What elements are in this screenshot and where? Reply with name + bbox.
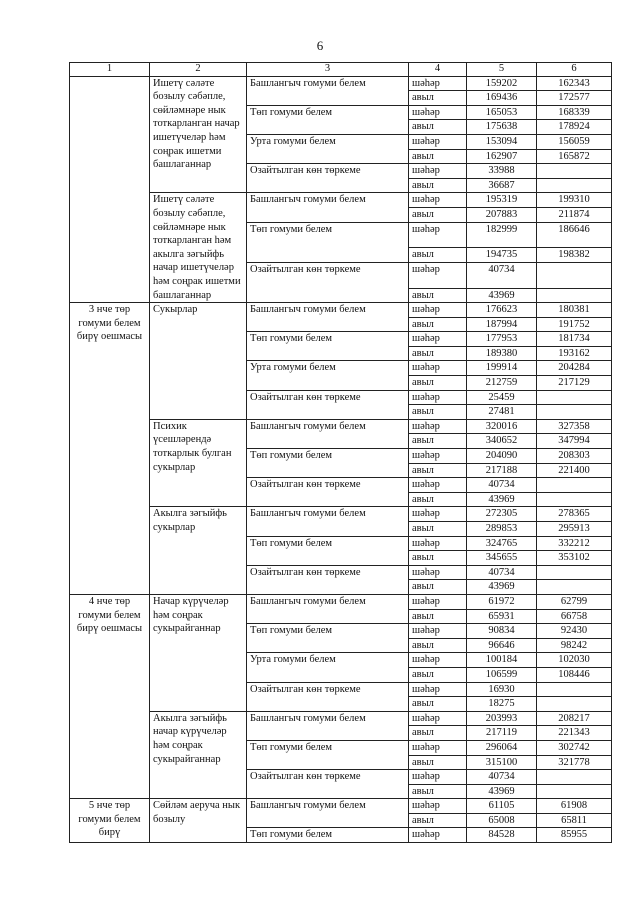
funding-table [69, 62, 612, 843]
institution-type-cell: 5 нче төр гомуми белем бирү [70, 799, 150, 843]
institution-type-cell [70, 76, 150, 303]
table-row [70, 419, 612, 434]
settlement-cell: авыл [409, 346, 467, 361]
page-number: 6 [316, 38, 324, 53]
settlement-cell: шәһәр [409, 624, 467, 639]
student-category-cell: Начар күрүчеләр һәм соңрак сукырайганнар [150, 594, 247, 711]
education-level-cell: Урта гомуми белем [247, 653, 409, 682]
amount-cell: 16930 [467, 682, 537, 697]
settlement-cell: авыл [409, 434, 467, 449]
amount-next-cell: 62799 [537, 594, 612, 609]
amount-next-cell: 191752 [537, 317, 612, 332]
education-level-cell: Төп гомуми белем [247, 740, 409, 769]
settlement-cell: шәһәр [409, 449, 467, 464]
amount-next-cell: 66758 [537, 609, 612, 624]
student-category-cell: Сукырлар [150, 303, 247, 420]
education-level-cell: Озайтылган көн төркеме [247, 770, 409, 799]
table-row [70, 799, 612, 814]
institution-type-cell: 3 нче төр гомуми белем бирү оешмасы [70, 303, 150, 595]
settlement-cell: авыл [409, 91, 467, 106]
education-level-cell: Озайтылган көн төркеме [247, 565, 409, 594]
settlement-cell: шәһәр [409, 361, 467, 376]
amount-next-cell: 85955 [537, 828, 612, 843]
amount-cell: 217119 [467, 726, 537, 741]
header-col-4: 4 [409, 63, 467, 77]
education-level-cell: Төп гомуми белем [247, 332, 409, 361]
header-col-6: 6 [537, 63, 612, 77]
amount-next-cell: 208217 [537, 711, 612, 726]
education-level-cell: Урта гомуми белем [247, 134, 409, 163]
settlement-cell: шәһәр [409, 222, 467, 248]
education-level-cell: Башлангыч гомуми белем [247, 507, 409, 536]
amount-cell: 43969 [467, 288, 537, 303]
amount-next-cell: 278365 [537, 507, 612, 522]
amount-next-cell: 181734 [537, 332, 612, 347]
amount-next-cell: 221400 [537, 463, 612, 478]
amount-next-cell [537, 478, 612, 493]
amount-next-cell [537, 164, 612, 179]
settlement-cell: шәһәр [409, 594, 467, 609]
amount-next-cell: 172577 [537, 91, 612, 106]
amount-cell: 61972 [467, 594, 537, 609]
amount-next-cell: 353102 [537, 551, 612, 566]
amount-cell: 61105 [467, 799, 537, 814]
amount-next-cell: 108446 [537, 667, 612, 682]
settlement-cell: авыл [409, 726, 467, 741]
table-row [70, 711, 612, 726]
amount-cell: 177953 [467, 332, 537, 347]
amount-next-cell: 199310 [537, 193, 612, 208]
amount-next-cell [537, 682, 612, 697]
settlement-cell: шәһәр [409, 332, 467, 347]
settlement-cell: авыл [409, 609, 467, 624]
amount-next-cell [537, 697, 612, 712]
table-row [70, 76, 612, 91]
settlement-cell: шәһәр [409, 478, 467, 493]
table-row [70, 507, 612, 522]
education-level-cell: Урта гомуми белем [247, 361, 409, 390]
amount-cell: 189380 [467, 346, 537, 361]
amount-next-cell: 61908 [537, 799, 612, 814]
amount-next-cell [537, 178, 612, 193]
amount-next-cell [537, 390, 612, 405]
amount-cell: 40734 [467, 770, 537, 785]
amount-cell: 162907 [467, 149, 537, 164]
student-category-cell: Акылга зәгыйфь начар күрүчеләр һәм соңрак сукырайганнар [150, 711, 247, 799]
amount-next-cell: 204284 [537, 361, 612, 376]
amount-next-cell: 217129 [537, 376, 612, 391]
amount-next-cell: 302742 [537, 740, 612, 755]
settlement-cell: авыл [409, 551, 467, 566]
amount-cell: 43969 [467, 784, 537, 799]
education-level-cell: Башлангыч гомуми белем [247, 76, 409, 105]
amount-next-cell: 221343 [537, 726, 612, 741]
education-level-cell: Озайтылган көн төркеме [247, 390, 409, 419]
amount-next-cell: 178924 [537, 120, 612, 135]
settlement-cell: шәһәр [409, 76, 467, 91]
student-category-cell: Ишетү сәләте бозылу сәбәпле, сөйләмнәре нык тоткарланган һәм акылга зәгыйфь начар ишетүчеләр һәм соңрак ишетми башлаганнар [150, 193, 247, 303]
amount-next-cell [537, 405, 612, 420]
amount-cell: 212759 [467, 376, 537, 391]
settlement-cell: авыл [409, 248, 467, 263]
amount-cell: 176623 [467, 303, 537, 318]
student-category-cell: Акылга зәгыйфь сукырлар [150, 507, 247, 595]
amount-cell: 165053 [467, 105, 537, 120]
amount-cell: 36687 [467, 178, 537, 193]
amount-cell: 296064 [467, 740, 537, 755]
amount-cell: 217188 [467, 463, 537, 478]
amount-next-cell: 186646 [537, 222, 612, 248]
settlement-cell: шәһәр [409, 565, 467, 580]
education-level-cell: Төп гомуми белем [247, 536, 409, 565]
header-col-3: 3 [247, 63, 409, 77]
amount-cell: 187994 [467, 317, 537, 332]
amount-cell: 27481 [467, 405, 537, 420]
amount-next-cell: 347994 [537, 434, 612, 449]
amount-next-cell: 193162 [537, 346, 612, 361]
settlement-cell: авыл [409, 207, 467, 222]
amount-next-cell: 208303 [537, 449, 612, 464]
settlement-cell: авыл [409, 784, 467, 799]
settlement-cell: авыл [409, 288, 467, 303]
amount-cell: 90834 [467, 624, 537, 639]
amount-next-cell: 295913 [537, 522, 612, 537]
settlement-cell: авыл [409, 120, 467, 135]
amount-next-cell [537, 262, 612, 288]
amount-cell: 96646 [467, 638, 537, 653]
education-level-cell: Башлангыч гомуми белем [247, 419, 409, 448]
amount-cell: 320016 [467, 419, 537, 434]
settlement-cell: шәһәр [409, 134, 467, 149]
settlement-cell: авыл [409, 317, 467, 332]
education-level-cell: Озайтылган көн төркеме [247, 682, 409, 711]
amount-cell: 84528 [467, 828, 537, 843]
amount-next-cell [537, 770, 612, 785]
settlement-cell: авыл [409, 580, 467, 595]
education-level-cell: Озайтылган көн төркеме [247, 478, 409, 507]
settlement-cell: шәһәр [409, 770, 467, 785]
table-body [70, 76, 612, 842]
amount-next-cell: 162343 [537, 76, 612, 91]
amount-cell: 40734 [467, 262, 537, 288]
amount-next-cell: 98242 [537, 638, 612, 653]
amount-cell: 40734 [467, 565, 537, 580]
amount-next-cell: 180381 [537, 303, 612, 318]
amount-cell: 33988 [467, 164, 537, 179]
education-level-cell: Төп гомуми белем [247, 105, 409, 134]
settlement-cell: шәһәр [409, 262, 467, 288]
amount-next-cell: 198382 [537, 248, 612, 263]
header-row [70, 63, 612, 77]
education-level-cell: Озайтылган көн төркеме [247, 164, 409, 193]
amount-cell: 175638 [467, 120, 537, 135]
settlement-cell: шәһәр [409, 682, 467, 697]
amount-cell: 204090 [467, 449, 537, 464]
settlement-cell: шәһәр [409, 164, 467, 179]
amount-cell: 40734 [467, 478, 537, 493]
amount-next-cell [537, 580, 612, 595]
settlement-cell: шәһәр [409, 740, 467, 755]
amount-cell: 324765 [467, 536, 537, 551]
table-row [70, 193, 612, 208]
settlement-cell: авыл [409, 813, 467, 828]
amount-cell: 100184 [467, 653, 537, 668]
amount-next-cell: 327358 [537, 419, 612, 434]
education-level-cell: Төп гомуми белем [247, 624, 409, 653]
settlement-cell: авыл [409, 463, 467, 478]
table-row [70, 594, 612, 609]
settlement-cell: шәһәр [409, 193, 467, 208]
settlement-cell: авыл [409, 522, 467, 537]
amount-cell: 25459 [467, 390, 537, 405]
settlement-cell: шәһәр [409, 105, 467, 120]
settlement-cell: авыл [409, 755, 467, 770]
amount-cell: 203993 [467, 711, 537, 726]
header-col-1: 1 [70, 63, 150, 77]
settlement-cell: авыл [409, 697, 467, 712]
education-level-cell: Башлангыч гомуми белем [247, 193, 409, 222]
amount-cell: 315100 [467, 755, 537, 770]
header-col-5: 5 [467, 63, 537, 77]
amount-next-cell: 65811 [537, 813, 612, 828]
education-level-cell: Башлангыч гомуми белем [247, 799, 409, 828]
amount-cell: 169436 [467, 91, 537, 106]
amount-cell: 159202 [467, 76, 537, 91]
header-col-2: 2 [150, 63, 247, 77]
settlement-cell: шәһәр [409, 711, 467, 726]
amount-next-cell [537, 565, 612, 580]
education-level-cell: Озайтылган көн төркеме [247, 262, 409, 302]
amount-next-cell [537, 288, 612, 303]
amount-cell: 194735 [467, 248, 537, 263]
settlement-cell: авыл [409, 149, 467, 164]
settlement-cell: шәһәр [409, 390, 467, 405]
settlement-cell: авыл [409, 405, 467, 420]
settlement-cell: шәһәр [409, 419, 467, 434]
amount-cell: 340652 [467, 434, 537, 449]
education-level-cell: Башлангыч гомуми белем [247, 303, 409, 332]
settlement-cell: шәһәр [409, 507, 467, 522]
settlement-cell: авыл [409, 178, 467, 193]
student-category-cell: Психик үсешләрендә тоткарлык булган сукырлар [150, 419, 247, 507]
amount-cell: 65931 [467, 609, 537, 624]
settlement-cell: авыл [409, 492, 467, 507]
amount-cell: 345655 [467, 551, 537, 566]
amount-next-cell: 321778 [537, 755, 612, 770]
settlement-cell: шәһәр [409, 303, 467, 318]
amount-next-cell: 165872 [537, 149, 612, 164]
amount-next-cell: 156059 [537, 134, 612, 149]
amount-next-cell: 168339 [537, 105, 612, 120]
student-category-cell: Сөйләм аеруча нык бозылу [150, 799, 247, 843]
settlement-cell: шәһәр [409, 828, 467, 843]
amount-next-cell: 332212 [537, 536, 612, 551]
amount-cell: 182999 [467, 222, 537, 248]
amount-cell: 106599 [467, 667, 537, 682]
education-level-cell: Башлангыч гомуми белем [247, 594, 409, 623]
education-level-cell: Башлангыч гомуми белем [247, 711, 409, 740]
amount-next-cell: 92430 [537, 624, 612, 639]
amount-cell: 207883 [467, 207, 537, 222]
table-row [70, 303, 612, 318]
amount-cell: 272305 [467, 507, 537, 522]
amount-next-cell [537, 784, 612, 799]
settlement-cell: шәһәр [409, 653, 467, 668]
amount-next-cell: 102030 [537, 653, 612, 668]
amount-cell: 289853 [467, 522, 537, 537]
education-level-cell: Төп гомуми белем [247, 222, 409, 262]
settlement-cell: шәһәр [409, 799, 467, 814]
amount-cell: 195319 [467, 193, 537, 208]
institution-type-cell: 4 нче төр гомуми белем бирү оешмасы [70, 594, 150, 798]
settlement-cell: авыл [409, 667, 467, 682]
amount-next-cell [537, 492, 612, 507]
amount-cell: 153094 [467, 134, 537, 149]
amount-cell: 65008 [467, 813, 537, 828]
settlement-cell: шәһәр [409, 536, 467, 551]
amount-cell: 43969 [467, 580, 537, 595]
student-category-cell: Ишетү сәләте бозылу сәбәпле, сөйләмнәре нык тоткарланган начар ишетүчеләр һәм соңрак ишетми башлаганнар [150, 76, 247, 193]
settlement-cell: авыл [409, 376, 467, 391]
settlement-cell: авыл [409, 638, 467, 653]
amount-cell: 43969 [467, 492, 537, 507]
education-level-cell: Төп гомуми белем [247, 449, 409, 478]
amount-cell: 199914 [467, 361, 537, 376]
education-level-cell: Төп гомуми белем [247, 828, 409, 843]
amount-next-cell: 211874 [537, 207, 612, 222]
amount-cell: 18275 [467, 697, 537, 712]
